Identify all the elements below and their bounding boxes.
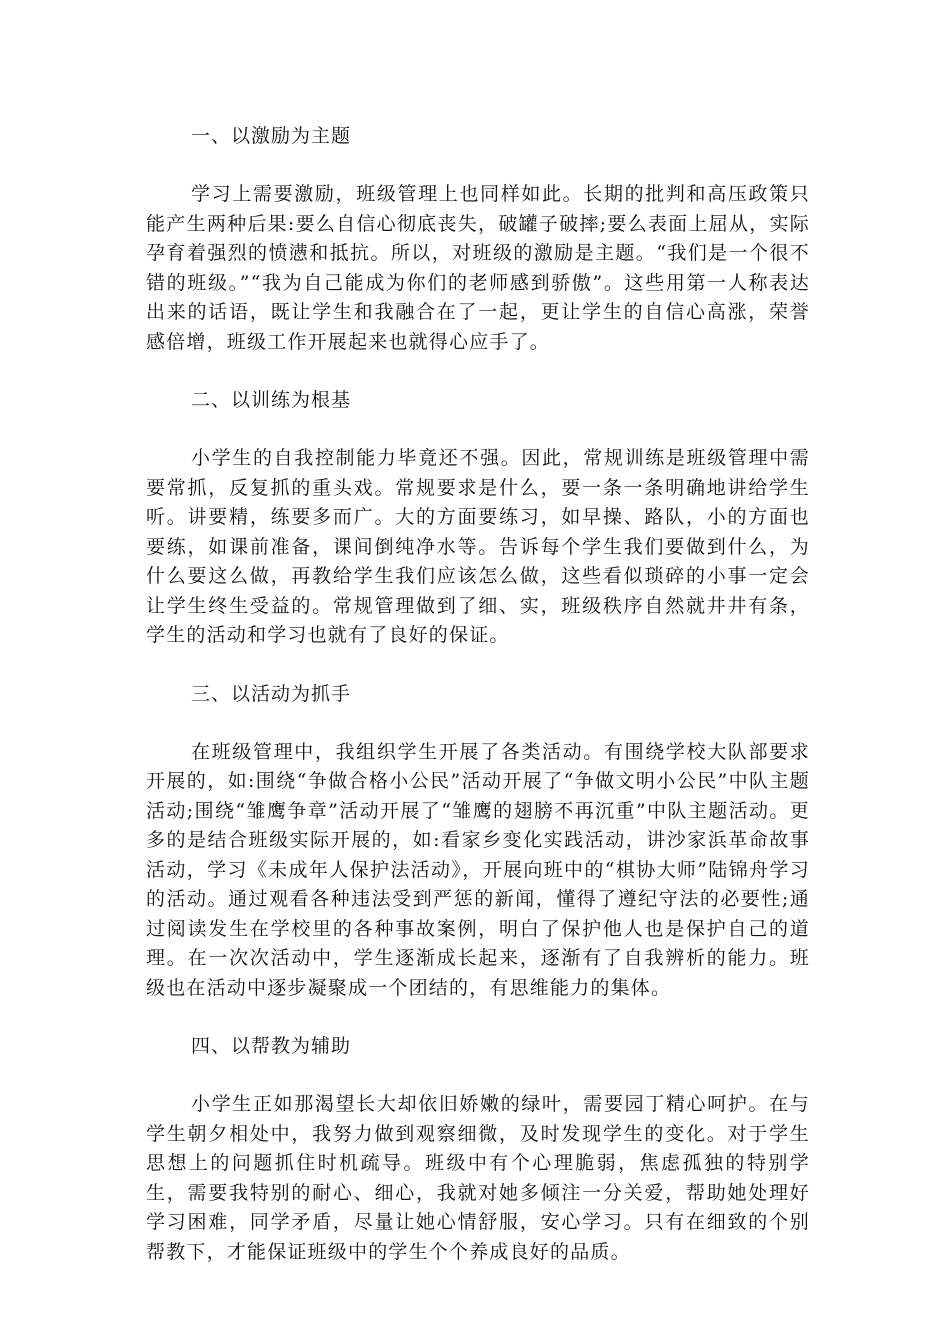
section-heading-3: 三、以活动为抓手	[191, 682, 352, 705]
section-paragraph-4: 小学生正如那渴望长大却依旧娇嫩的绿叶，需要园丁精心呵护。在与学生朝夕相处中，我努力做到观察细微，及时发现学生的变化。对于学生思想上的问题抓住时机疏导。班级中有个心理脆弱，焦虑孤独的特别学生，需要我特别的耐心、细心，我就对她多倾注一分关爱，帮助她处理好学习困难，同学矛盾，尽量让她心情舒服，安心学习。只有在细致的个别帮教下，才能保证班级中的学生个个养成良好的品质。	[146, 1093, 810, 1263]
section-paragraph-1: 学习上需要激励，班级管理上也同样如此。长期的批判和高压政策只能产生两种后果:要么自信心彻底丧失，破罐子破摔;要么表面上屈从，实际孕育着强烈的愤懑和抵抗。所以，对班级的激励是主题。“我们是一个很不错的班级。”“我为自己能成为你们的老师感到骄傲”。这些用第一人称表达出来的话语，既让学生和我融合在了一起，更让学生的自信心高涨，荣誉感倍增，班级工作开展起来也就得心应手了。	[146, 183, 810, 353]
section-paragraph-3: 在班级管理中，我组织学生开展了各类活动。有围绕学校大队部要求开展的，如:围绕“争做合格小公民”活动开展了“争做文明小公民”中队主题活动;围绕“雏鹰争章”活动开展了“雏鹰的翅膀不再沉重”中队主题活动。更多的是结合班级实际开展的，如:看家乡变化实践活动，讲沙家浜革命故事活动，学习《未成年人保护法活动》，开展向班中的“棋协大师”陆锦舟学习的活动。通过观看各种违法受到严惩的新闻，懂得了遵纪守法的必要性;通过阅读发生在学校里的各种事故案例，明白了保护他人也是保护自己的道理。在一次次活动中，学生逐渐成长起来，逐渐有了自我辨析的能力。班级也在活动中逐步凝聚成一个团结的，有思维能力的集体。	[146, 740, 810, 999]
section-heading-4: 四、以帮教为辅助	[191, 1035, 352, 1057]
document-body	[146, 118, 810, 1292]
section-heading-1: 一、以激励为主题	[191, 125, 352, 147]
section-paragraph-2: 小学生的自我控制能力毕竟还不强。因此，常规训练是班级管理中需要常抓，反复抓的重头戏。常规要求是什么，要一条一条明确地讲给学生听。讲要精，练要多而广。大的方面要练习，如早操、路队，小的方面也要练，如课前准备，课间倒纯净水等。告诉每个学生我们要做到什么，为什么要这么做，再教给学生我们应该怎么做，这些看似琐碎的小事一定会让学生终生受益的。常规管理做到了细、实，班级秩序自然就井井有条，学生的活动和学习也就有了良好的保证。	[146, 447, 810, 646]
section-heading-2: 二、以训练为根基	[191, 389, 352, 411]
